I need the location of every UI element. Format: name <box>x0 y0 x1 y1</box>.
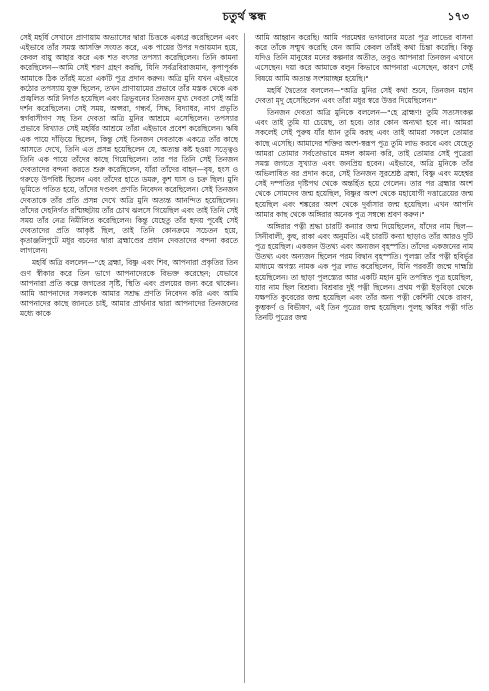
column-divider <box>244 33 245 683</box>
right-paragraph-1: আমি আহ্বান করেছি। আমি পরমেশ্বর ভগবানের মতো পুত্র লাভের বাসনা করে তাঁকে সম্মুখ করেছি যেন আমি কেবল তাঁরই কথা চিন্তা করেছি। কিন্তু যদিও তিনি মানুষের মনের কল্পনার অতীত, তবুও আপনারা তিনজন এখানে এসেছেন। দয়া করে আমাকে বলুন কিভাবে আপনারা এসেছেন, কারণ সেই বিষয়ে আমি অত্যন্ত সংশয়াচ্ছন্ন হয়েছি।" <box>255 33 473 83</box>
right-paragraph-2: মহর্ষি দ্বৈত্যের বললেন—"অত্রি মুনির সেই কথা শুনে, তিনজন মহান দেবতা মৃদু হেসেছিলেন এবং তাঁরা মধুর স্বরে উত্তর দিয়েছিলেন।" <box>255 85 473 105</box>
left-paragraph-1: সেই মহর্ষি সেখানে প্রাণায়াম অভ্যাসের দ্বারা চিত্তকে একাগ্র করেছিলেন এবং এইভাবে তাঁর সমস্ত আসক্তি সংযত করে, এক পায়ের উপর দণ্ডায়মান হয়ে, কেবল বায়ু আহার করে এক শত বৎসর তপস্যা করেছিলেন। তিনি কামনা করেছিলেন—আমি সেই শরণ গ্রহণ করছি, যিনি সর্বত্রবিরাজমান, কৃপাপূর্বক আমাকে ঠিক তাঁরই মতো একটি পুত্র প্রদান করুন। অত্রি মুনি যখন এইভাবে কঠোর তপস্যায় যুক্ত ছিলেন, তখন প্রাণায়ামের প্রভাবে তাঁর মস্তক থেকে এক প্রজ্বলিত অগ্নি নির্গত হয়েছিল এবং ত্রিভুবনের তিনজন মুখ্য দেবতা সেই অগ্নি দর্শন করেছিলেন। সেই সময়, অপ্সরা, গন্ধর্ব, সিদ্ধ, বিদ্যাধর, নাগ প্রভৃতি স্বর্গবাসীগণ সহ তিন দেবতা অত্রি মুনির আশ্রমে এসেছিলেন। তপস্যার প্রভাবে বিখ্যাত সেই মহর্ষির আশ্রমে তাঁরা এইভাবে প্রবেশ করেছিলেন। ঋষি এক পায়ে দাঁড়িয়ে ছিলেন, কিন্তু সেই তিনজন দেবতাকে একত্রে তাঁর কাছে আসতে দেখে, তিনি এত প্রসন্ন হয়েছিলেন যে, অত্যন্ত কষ্ট হওয়া সত্ত্বেও তিনি এক পায়ে তাঁদের কাছে গিয়েছিলেন। তার পর তিনি সেই তিনজন দেবতাদের বন্দনা করতে শুরু করেছিলেন, যাঁরা তাঁদের বাহন—বৃষ, হংস ও গরুড়ে উপবিষ্ট ছিলেন এবং তাঁদের হাতে ডমরু, কুশ ঘাস ও চক্র ছিল। মুনি ভূমিতে পতিত হয়ে, তাঁদের দণ্ডবৎ প্রণতি নিবেদন করেছিলেন। সেই তিনজন দেবতাকে তাঁর প্রতি প্রসন্ন দেখে অত্রি মুনি অত্যন্ত আনন্দিত হয়েছিলেন। তাঁদের দেহনির্গত রশ্মিচ্ছটায় তাঁর চোখ ঝলসে গিয়েছিল এবং তাই তিনি সেই সময় তাঁর নেত্র নিমীলিত করেছিলেন। কিন্তু যেহেতু তাঁর হৃদয় পূর্বেই সেই দেবতাদের প্রতি আকৃষ্ট ছিল, তাই তিনি কোনক্রমে সচেতন হয়ে, কৃতাঞ্জলিপুটে মধুর বচনের দ্বারা ব্রহ্মাণ্ডের প্রধান দেবতাদের বন্দনা করতে লাগলেন। <box>20 33 238 256</box>
right-column <box>255 33 473 685</box>
chapter-title: চতুর্থ স্কন্ধ <box>222 10 267 23</box>
right-paragraph-4: অঙ্গিরার পত্নী শ্রদ্ধা চারটি কন্যার জন্ম দিয়েছিলেন, যাঁদের নাম ছিল—সিনীবালী, কুহু, রাকা এবং অনুমতি। এই চারটি কন্যা ছাড়াও তাঁর আরও দুটি পুত্র হয়েছিল। একজন উতথ্য এবং অন্যজন বৃহস্পতি। তাঁদের একজনের নাম উতথ্য এবং অন্যজন ছিলেন পরম বিদ্বান বৃহস্পতি। পুলস্ত্য তাঁর পত্নী হবির্ভূর মাধ্যমে অগস্ত্য নামক এক পুত্র লাভ করেছিলেন, যিনি পরবর্তী জন্মে দাহ্মগ্নি হয়েছিলেন। তা ছাড়া পুলস্ত্যের আর একটি মহান মুনি তপস্বিত পুত্র হয়েছিল, যার নাম ছিল বিশ্রবা। বিশ্রবার দুই পত্নী ছিলেন। প্রথম পত্নী ইড়বিড়া থেকে যক্ষপতি কুবেরের জন্ম হয়েছিল এবং তাঁর অন্য পত্নী কেশিনী থেকে রাবণ, কুম্ভকর্ণ ও বিভীষণ, এই তিন পুত্রের জন্ম হয়েছিল। পুলহ ঋষির পত্নী গতি তিনটি পুত্রের জন্ম <box>255 221 473 323</box>
left-column <box>20 33 238 685</box>
left-paragraph-2: মহর্ষি অত্রি বললেন—"হে ব্রহ্মা, বিষ্ণু এবং শিব, আপনারা প্রকৃতির তিন গুণ স্বীকার করে তিন ভাগে আপনাদেরকে বিভক্ত করেছেন; যেভাবে আপনারা প্রতি কল্পে জগতের সৃষ্টি, স্থিতি এবং প্রলয়ের জন্য করে থাকেন। আমি আপনাদের সকলকে আমার সশ্রদ্ধ প্রণতি নিবেদন করি এবং আমি আপনাদের কাছে জানতে চাই, আমার প্রার্থনার দ্বারা আপনাদের তিনজনের মধ্যে কাকে <box>20 258 238 319</box>
page-number: ১৭৩ <box>447 10 469 23</box>
right-paragraph-3: তিনজন দেবতা অত্রি মুনিকে বললেন—"হে ব্রাহ্মণ! তুমি সত্যসংকল্প এবং তাই তুমি যা চেয়েছ, তা হবে। তার কোন অন্যথা হবে না। আমরা সকলেই সেই পুরুষ যাঁর ধ্যান তুমি করছ এবং তাই আমরা সকলে তোমার কাছে এসেছি। আমাদের শক্তির অংশ-স্বরূপ পুত্র তুমি লাভ করবে এবং যেহেতু আমরা তোমার সর্বতোভাবে মঙ্গল কামনা করি, তাই তোমার সেই পুত্রেরা সমস্ত জগতে সুখ্যাত এবং জনপ্রিয় হবেন। এইভাবে, অত্রি মুনিকে তাঁর অভিলাষিত বর প্রদান করে, সেই তিনজন সুরশ্রেষ্ঠ ব্রহ্মা, বিষ্ণু এবং মহেশ্বর সেই দম্পতির দৃষ্টিপথ থেকে অন্তর্হিত হয়ে গেলেন। তার পর ব্রহ্মার অংশ থেকে সোমদেব জন্ম হয়েছিল, বিষ্ণুর অংশ থেকে মহাযোগী দত্তাত্রেয়ের জন্ম হয়েছিল এবং শঙ্করের অংশ থেকে দুর্বাসার জন্ম হয়েছিল। এখন আপনি আমার কাছ থেকে অঙ্গিরার অনেক পুত্র সম্বন্ধে শ্রবণ করুন।" <box>255 108 473 219</box>
page-header <box>0 8 489 26</box>
